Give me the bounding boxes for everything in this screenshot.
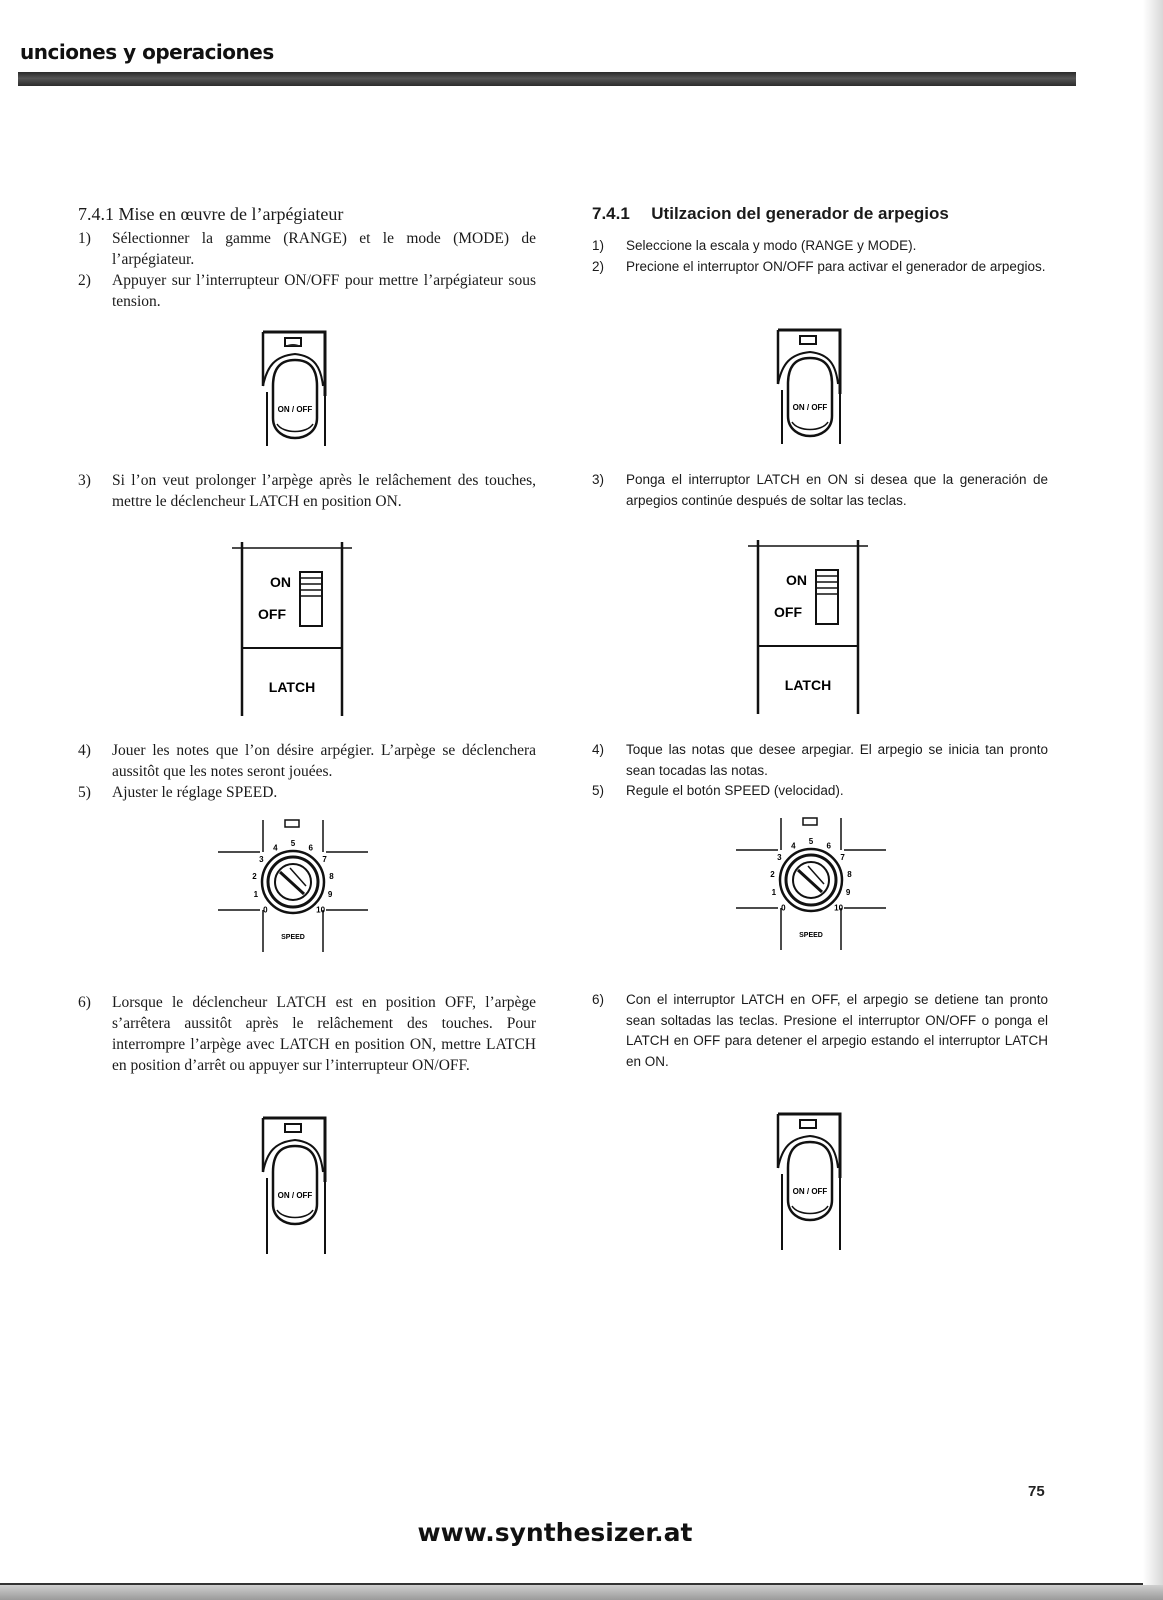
latch-on-label: ON: [270, 574, 291, 590]
section-heading-es: [592, 204, 949, 224]
onoff-label: ON / OFF: [277, 1191, 313, 1200]
step-text: Regule el botón SPEED (velocidad).: [626, 783, 844, 798]
steps-fr-3: [78, 470, 536, 512]
dial-tick-label: 0: [781, 903, 786, 913]
dial-tick-label: 8: [847, 869, 852, 879]
steps-fr-6: [78, 992, 536, 1076]
dial-tick-label: 5: [290, 839, 296, 848]
onoff-switch-figure: [770, 1108, 850, 1253]
section-number-es: 7.4.1: [592, 204, 630, 223]
step-text: Ajuster le réglage SPEED.: [112, 784, 278, 801]
step-item: [592, 470, 1048, 511]
step-item: [78, 992, 536, 1076]
steps-fr-1-2: [78, 228, 536, 312]
latch-on-label: ON: [786, 572, 807, 588]
dial-tick-label: 1: [253, 890, 259, 900]
dial-tick-label: 6: [826, 841, 831, 851]
dial-tick-label: 1: [771, 888, 777, 898]
page-edge-shadow: [1143, 0, 1163, 1600]
dial-tick-label: 8: [329, 871, 334, 881]
dial-tick-label: 7: [840, 853, 845, 863]
step-item: [592, 781, 1048, 802]
dial-tick-label: 9: [845, 888, 851, 898]
section-heading-fr: 7.4.1 Mise en œuvre de l’arpégiateur: [78, 204, 344, 224]
step-number: 3): [78, 472, 91, 489]
step-text: Seleccione la escala y modo (RANGE y MODE).: [626, 238, 917, 253]
speed-label: SPEED: [799, 932, 823, 939]
step-text: Toque las notas que desee arpegiar. El arpegio se inicia tan pronto sean tocadas las notas.: [626, 742, 1048, 778]
step-number: 1): [78, 230, 91, 247]
onoff-label: ON / OFF: [792, 403, 828, 412]
step-text: Sélectionner la gamme (RANGE) et le mode (MODE) de l’arpégiateur.: [112, 230, 536, 268]
dial-tick-label: 7: [322, 855, 327, 865]
step-number: 4): [592, 742, 605, 757]
bottom-edge-shadow: [0, 1585, 1163, 1600]
speed-dial-figure: [736, 810, 886, 955]
step-item: [592, 236, 1048, 257]
dial-tick-label: 3: [259, 855, 264, 865]
dial-tick-label: 6: [308, 843, 313, 853]
step-item: [78, 740, 536, 782]
onoff-switch-figure: [255, 326, 335, 448]
latch-switch-figure: [748, 538, 868, 718]
step-number: 5): [592, 783, 605, 798]
steps-fr-4-5: [78, 740, 536, 803]
step-number: 2): [592, 258, 605, 274]
latch-off-label: OFF: [258, 606, 286, 622]
step-item: [592, 740, 1048, 781]
step-text: Precione el interruptor ON/OFF para activar el generador de arpegios.: [626, 258, 1046, 274]
step-item: [78, 782, 536, 803]
steps-es-3: [592, 470, 1048, 511]
page-header-title: unciones y operaciones: [20, 40, 274, 64]
page-number: 75: [1028, 1483, 1045, 1500]
latch-label: LATCH: [268, 679, 316, 695]
dial-tick-label: 2: [770, 869, 775, 879]
step-text: Lorsque le déclencheur LATCH est en position OFF, l’arpège s’arrêtera aussitôt après le relâchement des touches. Pour interrompre l’arpège avec LATCH en position ON, mettre LATCH en position d’arrêt ou appuyer sur l’interrupteur ON/OFF.: [112, 994, 536, 1074]
section-title-es: Utilzacion del generador de arpegios: [651, 204, 949, 223]
step-text: Ponga el interruptor LATCH en ON si desea que la generación de arpegios continúe después de soltar las teclas.: [626, 472, 1048, 508]
step-item: [78, 228, 536, 270]
step-number: 5): [78, 784, 91, 801]
dial-tick-label: 4: [273, 843, 278, 853]
steps-es-4-5: [592, 740, 1048, 802]
dial-tick-label: 10: [316, 905, 326, 915]
onoff-switch-figure: [255, 1112, 335, 1257]
dial-tick-label: 4: [791, 841, 796, 851]
speed-dial-figure: [218, 812, 368, 957]
step-item: [78, 470, 536, 512]
dial-tick-label: 10: [834, 903, 844, 913]
dial-tick-label: 5: [808, 837, 814, 846]
onoff-label: ON / OFF: [277, 405, 313, 414]
step-item: [592, 257, 1048, 278]
onoff-switch-figure: [770, 324, 850, 446]
steps-es-6: [592, 990, 1048, 1072]
step-number: 4): [78, 742, 91, 759]
step-text: Appuyer sur l’interrupteur ON/OFF pour mettre l’arpégiateur sous tension.: [112, 272, 536, 310]
dial-tick-label: 3: [777, 853, 782, 863]
step-item: [592, 990, 1048, 1072]
dial-tick-label: 9: [327, 890, 333, 900]
speed-label: SPEED: [281, 934, 305, 941]
steps-es-1-2: [592, 236, 1048, 277]
step-number: 1): [592, 238, 605, 253]
step-number: 3): [592, 472, 605, 487]
latch-label: LATCH: [784, 677, 832, 693]
dial-tick-label: 2: [252, 871, 257, 881]
step-text: Si l’on veut prolonger l’arpège après le relâchement des touches, mettre le déclencheur LATCH en position ON.: [112, 472, 536, 510]
step-text: Con el interruptor LATCH en OFF, el arpegio se detiene tan pronto sean soltadas las teclas. Presione el interruptor ON/OFF o ponga el LATCH en OFF para detener el arpegio estando el interruptor LATCH en ON.: [626, 992, 1048, 1069]
latch-switch-figure: [232, 540, 352, 720]
dial-tick-label: 0: [263, 905, 268, 915]
footer-url: www.synthesizer.at: [417, 1518, 693, 1547]
onoff-label: ON / OFF: [792, 1187, 828, 1196]
step-number: 2): [78, 272, 91, 289]
step-item: [78, 270, 536, 312]
header-rule: [18, 72, 1076, 86]
latch-off-label: OFF: [774, 604, 802, 620]
step-number: 6): [78, 994, 91, 1011]
step-text: Jouer les notes que l’on désire arpégier. L’arpège se déclenchera aussitôt que les notes seront jouées.: [112, 742, 536, 780]
step-number: 6): [592, 992, 605, 1007]
